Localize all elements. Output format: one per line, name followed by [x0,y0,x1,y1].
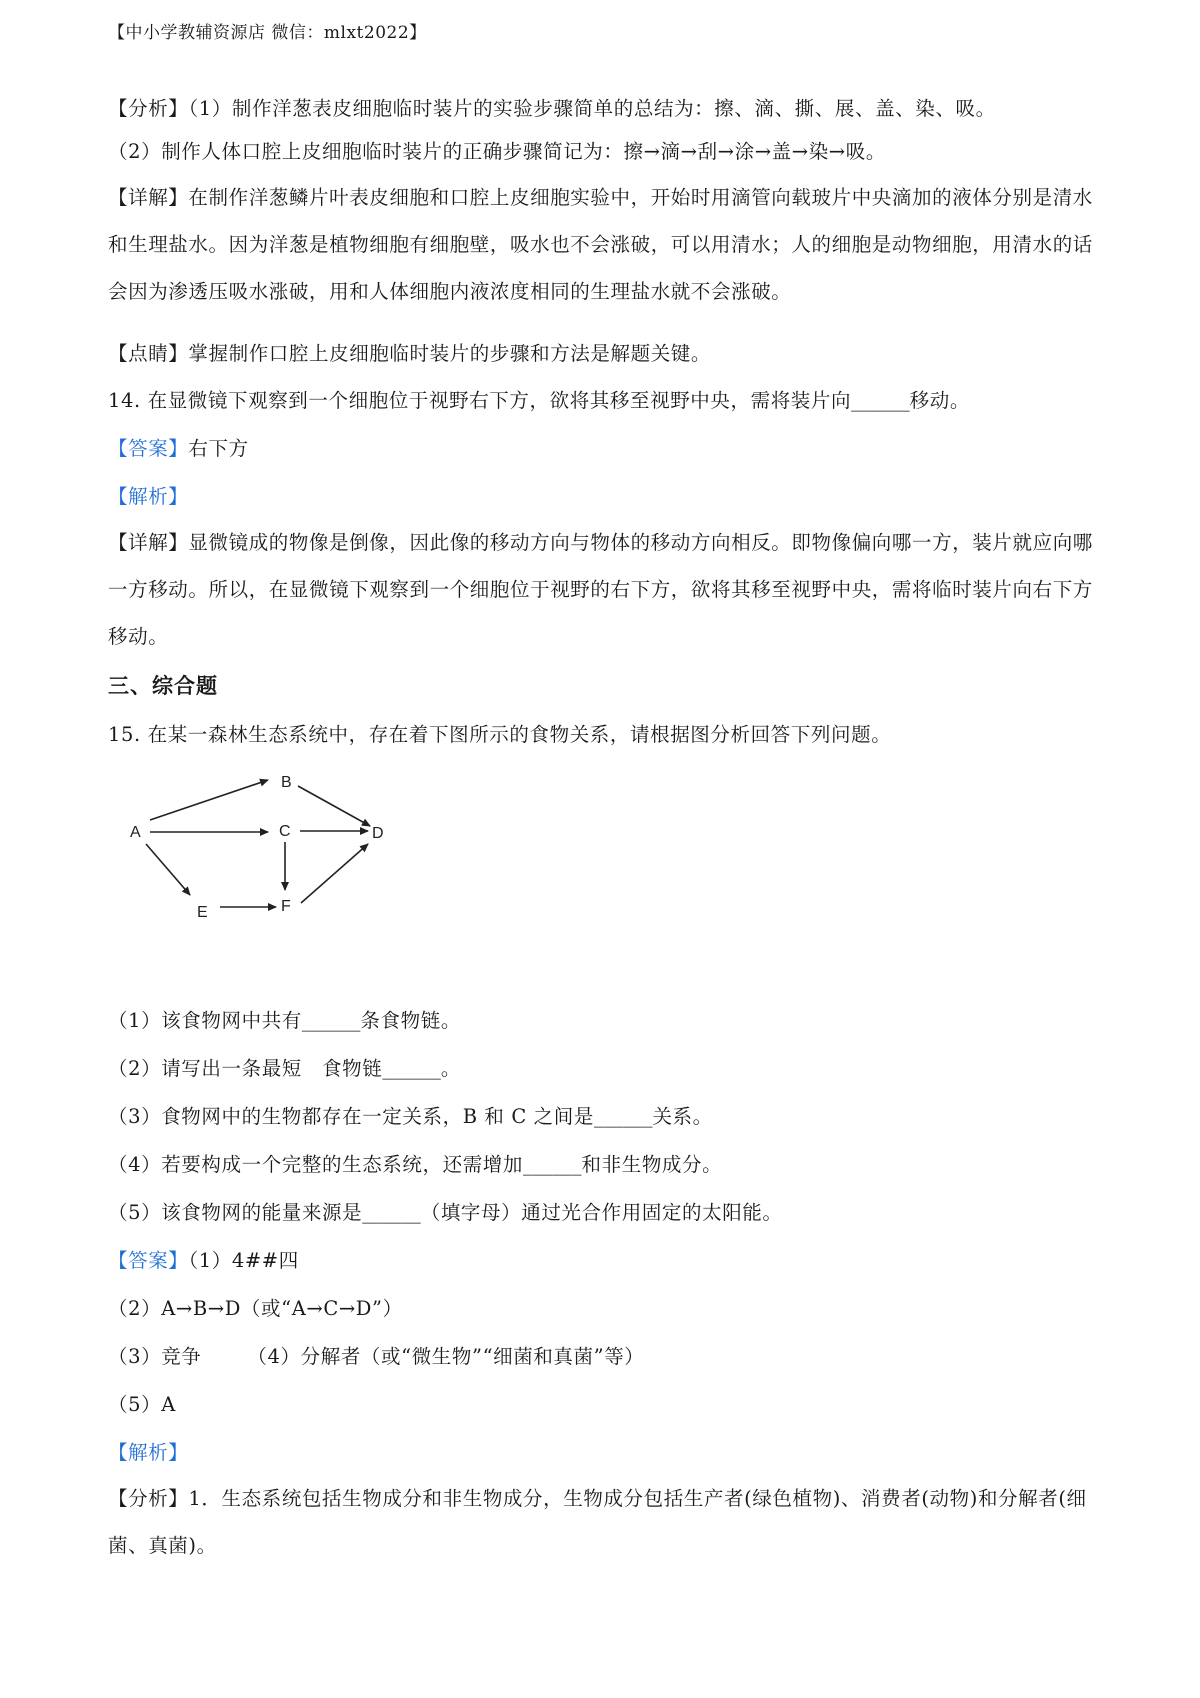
answer-blank: ______ [523,1153,582,1176]
q15-sub5: （5）该食物网的能量来源是______（填字母）通过光合作用固定的太阳能。 [108,1201,783,1224]
food-web-diagram [118,770,408,945]
q15-analysis-tag: 【解析】 [108,1441,189,1464]
q15-sub1: （1）该食物网中共有______条食物链。 [108,1009,461,1032]
q15-answer-3-4: （3）竞争 （4）分解者（或“微生物”“细菌和真菌”等） [108,1345,645,1368]
section-title: 三、综合题 [108,673,218,698]
q15-analysis [108,1475,1108,1569]
q15-answer-1: 【答案】（1）4##四 [108,1249,299,1272]
q15-question: 15. 在某一森林生态系统中，存在着下图所示的食物关系，请根据图分析回答下列问题。 [108,723,892,746]
detail-text: 在制作洋葱鳞片叶表皮细胞和口腔上皮细胞实验中，开始时用滴管向载玻片中央滴加的液体分别是清水和生理盐水。因为洋葱是植物细胞有细胞壁，吸水也不会涨破，可以用清水；人的细胞是动物细胞，用清水的话会因为渗透压吸水涨破，用和人体细胞内液浓度相同的生理盐水就不会涨破。 [108,186,1093,303]
node-e: E [197,904,208,921]
answer-tag: 【答案】 [108,1249,189,1272]
q15-answer-2: （2）A→B→D（或“A→C→D”） [108,1297,403,1320]
node-b: B [281,774,292,791]
q15-sub4: （4）若要构成一个完整的生态系统，还需增加______和非生物成分。 [108,1153,723,1176]
comment-text: 掌握制作口腔上皮细胞临时装片的步骤和方法是解题关键。 [188,342,712,365]
q14-question: 14. 在显微镜下观察到一个细胞位于视野右下方，欲将其移至视野中央，需将装片向______移动。 [108,389,970,412]
answer-blank: ______ [593,1105,653,1128]
q15-answer-5: （5）A [108,1393,176,1416]
detail-text: 显微镜成的物像是倒像，因此像的移动方向与物体的移动方向相反。即物像偏向哪一方，装片就应向哪一方移动。所以，在显微镜下观察到一个细胞位于视野的右下方，欲将其移至视野中央，需将临时装片向右下方移动。 [108,531,1093,648]
detail-tag: 【详解】 [108,186,189,209]
q14-answer [108,436,1108,462]
answer-blank: ______ [851,389,910,412]
node-c: C [279,823,291,840]
arrow-a-e [146,844,190,895]
page-header: 【中小学教辅资源店 微信：mlxt2022】 [108,23,427,43]
answer-tag: 【答案】 [108,437,189,460]
analysis-tag: 【分析】 [108,1487,189,1510]
arrow-a-b [150,780,268,820]
q13-analysis-1 [108,96,1108,122]
arrow-b-d [298,786,370,826]
q15-sub3: （3）食物网中的生物都存在一定关系，B 和 C 之间是______关系。 [108,1105,713,1128]
answer-text: 右下方 [188,437,249,460]
q14-analysis-tag: 【解析】 [108,485,189,508]
answer-blank: ______ [362,1201,421,1224]
answer-blank: ______ [382,1057,441,1080]
answer-blank: ______ [301,1009,361,1032]
arrow-f-d [301,844,368,903]
analysis-text: 1．生态系统包括生物成分和非生物成分，生物成分包括生产者(绿色植物)、消费者(动物)和分解者(细菌、真菌)。 [108,1487,1087,1557]
q14-detail [108,519,1108,660]
node-f: F [281,898,291,915]
detail-tag: 【详解】 [108,531,189,554]
q13-comment [108,341,1108,367]
node-a: A [130,824,141,841]
q13-detail [108,174,1108,315]
analysis-text-1: （1）制作洋葱表皮细胞临时装片的实验步骤简单的总结为：擦、滴、撕、展、盖、染、吸。 [188,97,996,120]
node-d: D [372,825,384,842]
q13-analysis-2: （2）制作人体口腔上皮细胞临时装片的正确步骤简记为：擦→滴→刮→涂→盖→染→吸。 [108,140,886,163]
analysis-tag: 【分析】 [108,97,189,120]
comment-tag: 【点睛】 [108,342,189,365]
q15-sub2: （2）请写出一条最短 食物链______。 [108,1057,461,1080]
